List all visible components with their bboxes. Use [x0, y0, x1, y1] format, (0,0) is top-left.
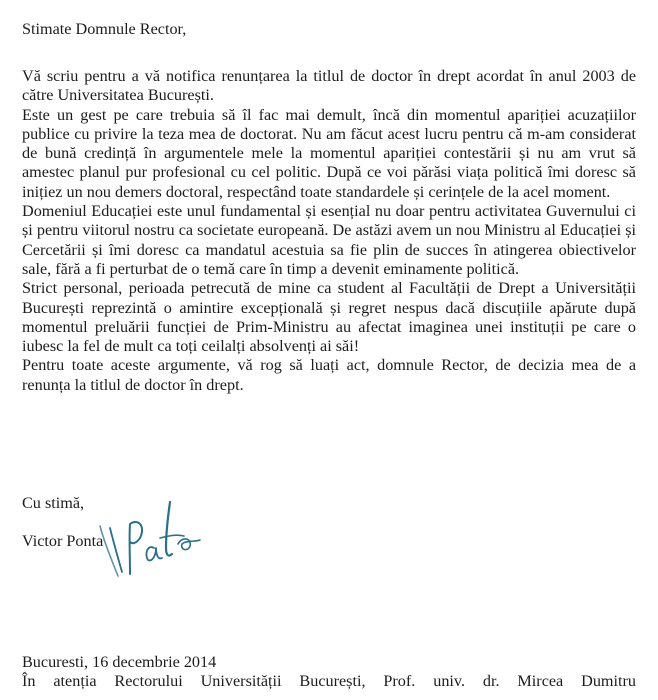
place-and-date: Bucuresti, 16 decembrie 2014	[22, 653, 217, 671]
paragraph: Domeniul Educației este unul fundamental și esențial nu doar pentru activitatea Guvernului ci și pentru viitorul nostru ca societate europeană. De astăzi avem un nou Ministru al Educației și Cercetării și îmi doresc ca mandatul acestuia sa fie plin de succes în atingerea obiectivelor sale, fără a fi perturbat de o temă care în timp a devenit eminamente politică.	[22, 202, 636, 278]
handwritten-signature	[96, 496, 216, 582]
paragraph: Pentru toate aceste argumente, vă rog să luați act, domnule Rector, de decizia mea de a renunța la titlul de doctor în drept.	[22, 356, 636, 394]
paragraph: Strict personal, perioada petrecută de mine ca student al Facultății de Drept a Universității București reprezintă o amintire excepțională și regret nespus dacă discuțiile apărute după momentul preluării funcției de Prim-Ministru au afectat imaginea unei instituții pe care o iubesc la fel de mult ca toți ceilalți absolvenți ai săi!	[22, 279, 636, 356]
paragraph: Este un gest pe care trebuia să îl fac mai demult, încă din momentul apariției acuzațiilor publice cu privire la teza mea de doctorat. Nu am făcut acest lucru pentru că m-am considerat de bună credință în argumentele mele la momentul apariției contestării și nu am vrut să amestec planul pur profesional cu cel politic. După ce voi părăsi viața politică îmi doresc să inițiez un nou demers doctoral, respectând toate standardele și cerințele de la acel moment.	[22, 105, 636, 201]
attention-line: În atenția Rectorului Universității București, Prof. univ. dr. Mircea Dumitru	[22, 672, 636, 690]
closing: Cu stimă,	[22, 494, 85, 512]
sender-name: Victor Ponta	[22, 532, 104, 550]
letter-body	[22, 67, 636, 395]
paragraph: Vă scriu pentru a vă notifica renunțarea la titlul de doctor în drept acordat în anul 2003 de către Universitatea București.	[22, 67, 636, 105]
salutation: Stimate Domnule Rector,	[22, 20, 187, 38]
